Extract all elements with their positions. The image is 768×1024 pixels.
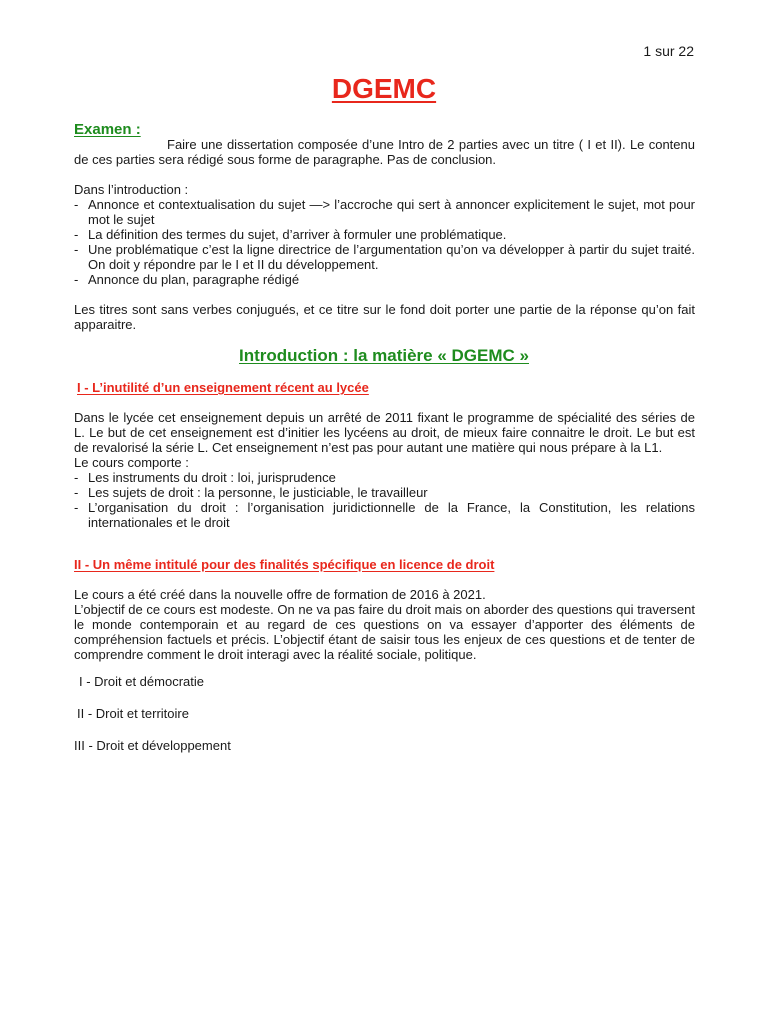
list-item: - Annonce du plan, paragraphe rédigé: [74, 272, 695, 287]
titles-note: Les titres sont sans verbes conjugués, et ce titre sur le fond doit porter une partie de la réponse qu’on fait apparaitre.: [74, 302, 695, 332]
list-item: - Les sujets de droit : la personne, le justiciable, le travailleur: [74, 485, 695, 500]
section-one-heading: I - L’inutilité d’un enseignement récent au lycée: [77, 380, 369, 395]
course-list-label: Le cours comporte :: [74, 455, 189, 470]
page-number: 1 sur 22: [643, 43, 694, 59]
section-two-heading: II - Un même intitulé pour des finalités spécifique en licence de droit: [74, 557, 495, 572]
list-item: - L’organisation du droit : l’organisation juridictionnelle de la France, la Constitution, les relations internationales et le droit: [74, 500, 695, 530]
section-two-line: Le cours a été créé dans la nouvelle offre de formation de 2016 à 2021.: [74, 587, 486, 602]
exam-section: [74, 122, 695, 332]
list-item: - Annonce et contextualisation du sujet —> l’accroche qui sert à annoncer explicitement le sujet, mot pour mot le sujet: [74, 197, 695, 227]
plan-item-1: I - Droit et démocratie: [79, 674, 204, 689]
intro-heading-wrap: [0, 346, 768, 366]
exam-intro-list: [74, 197, 695, 287]
section-one-paragraph: Dans le lycée cet enseignement depuis un arrêté de 2011 fixant le programme de spécialité des séries de L. Le but de cet enseignement est d’initier les lycéens au droit, de mieux faire connaitre le droit. Le but est de revalorisé la série L. Cet enseignement n’est pas pour autant une matière qui nous prépare à la L1.: [74, 410, 695, 455]
section-two-paragraph: L’objectif de ce cours est modeste. On ne va pas faire du droit mais on aborder des questions qui traversent le monde contemporain et au regard de ces questions on va essayer d’apporter des éléments de compréhension factuels et précis. L’objectif étant de saisir tous les enjeux de ces questions et de tenter de comprendre comment le droit interagi avec la réalité sociale, politique.: [74, 602, 695, 662]
exam-intro-label: Dans l’introduction :: [74, 182, 189, 197]
list-item: - La définition des termes du sujet, d’arriver à formuler une problématique.: [74, 227, 695, 242]
plan-item-2: II - Droit et territoire: [77, 706, 189, 721]
section-two: [74, 557, 695, 662]
exam-heading: Examen :: [74, 121, 141, 138]
list-item: - Les instruments du droit : loi, jurisprudence: [74, 470, 695, 485]
course-list: [74, 470, 695, 530]
list-item: - Une problématique c’est la ligne directrice de l’argumentation qu’on va développer à partir du sujet traité. On doit y répondre par le I et II du développement.: [74, 242, 695, 272]
plan-item-3: III - Droit et développement: [74, 738, 231, 753]
intro-heading: Introduction : la matière « DGEMC »: [239, 346, 529, 365]
exam-text: Faire une dissertation composée d’une Intro de 2 parties avec un titre ( I et II). Le contenu de ces parties sera rédigé sous forme de paragraphe. Pas de conclusion.: [74, 137, 695, 167]
document-title: DGEMC: [331, 73, 437, 104]
section-one: [74, 380, 695, 530]
